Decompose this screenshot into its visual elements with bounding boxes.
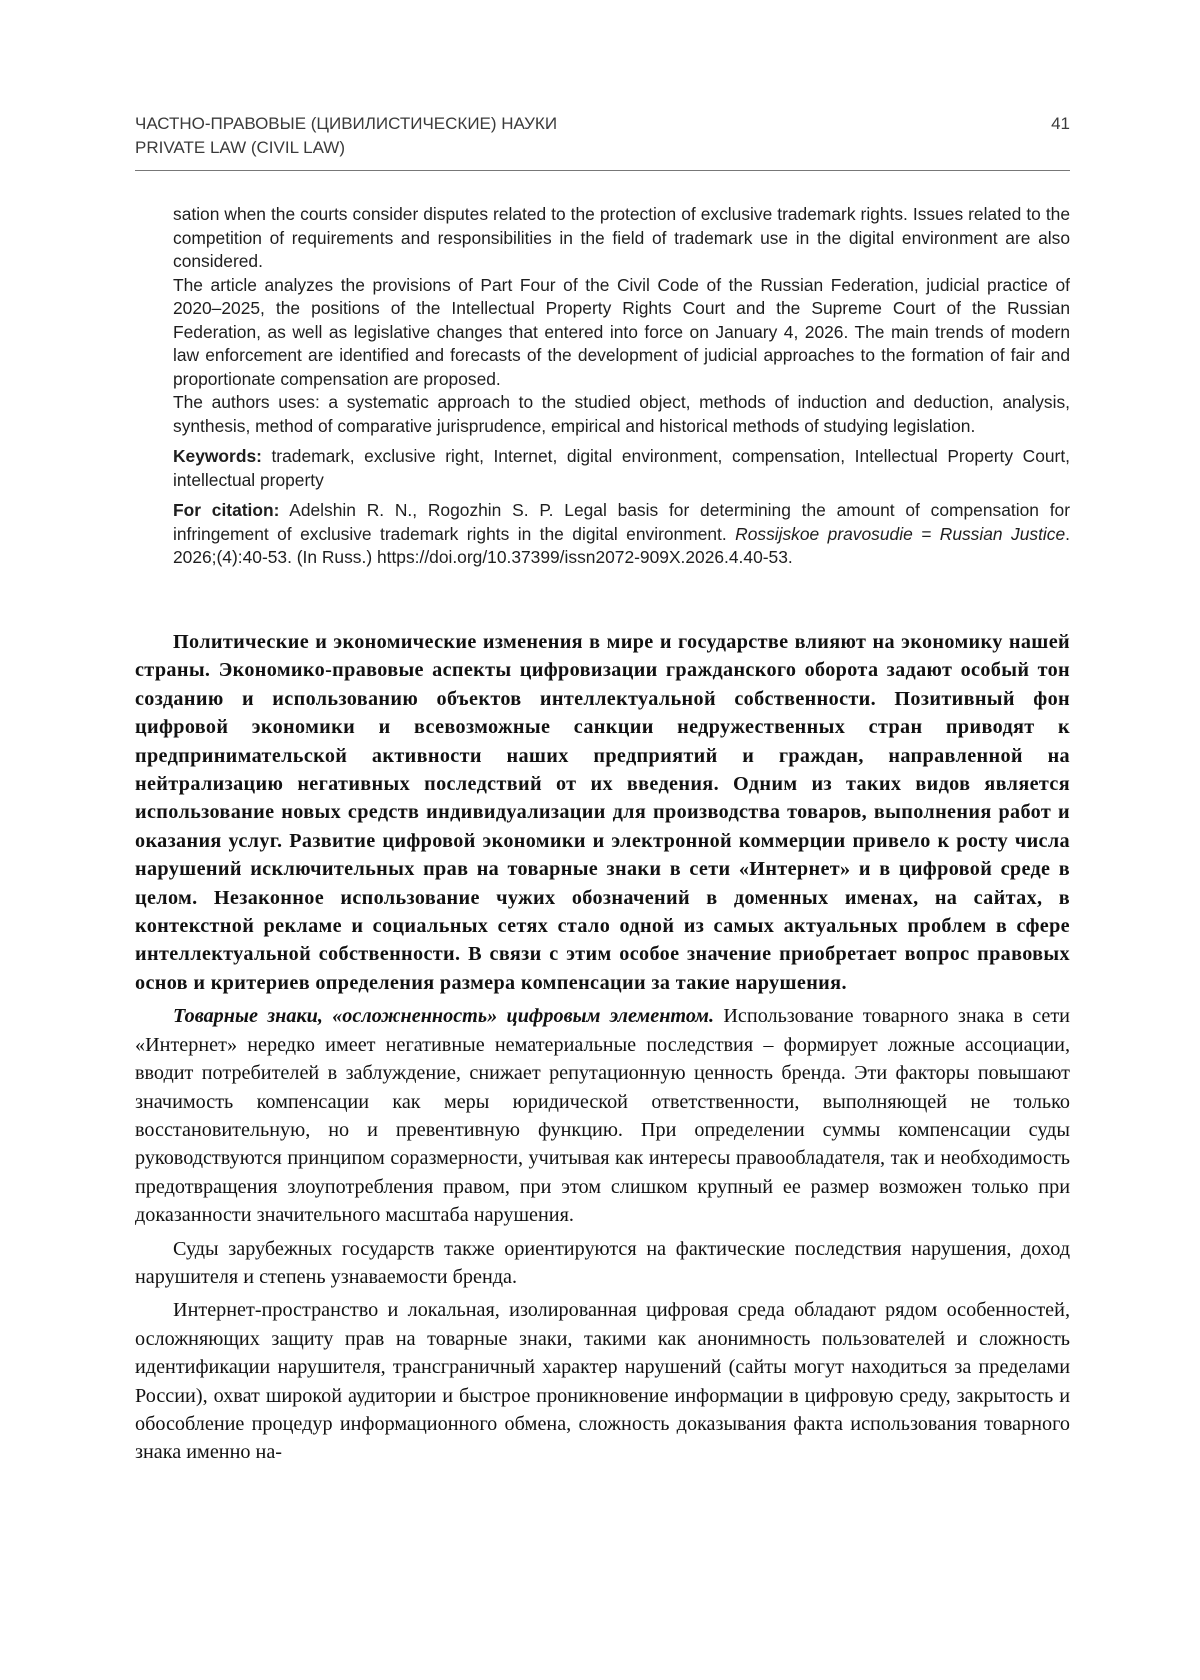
citation (173, 499, 1070, 570)
citation-text: Adelshin R. N., Rogozhin S. P. Legal basis for determining the amount of compensation for infringement of exclusive trademark rights in the digital environment. (173, 500, 1070, 544)
section-title-en: PRIVATE LAW (CIVIL LAW) (135, 138, 346, 157)
header-divider (135, 170, 1070, 171)
citation-label: For citation: (173, 500, 280, 520)
abstract-paragraph: The authors uses: a systematic approach to the studied object, methods of induction and deduction, analysis, synthesis, method of comparative jurisprudence, empirical and historical methods of studying legislation. (173, 392, 1070, 436)
abstract-block (173, 203, 1070, 570)
body-paragraph-text: Использование товарного знака в сети «Интернет» нередко имеет негативные нематериальные последствия – формирует ложные ассоциации, вводит потребителей в заблуждение, снижает репутационную ценность бренда. Эти факторы повышают значимость компенсации как меры юридической ответственности, выполняющей не только восстановительную, но и превентивную функцию. При определении суммы компенсации суды руководствуются принципом соразмерности, учитывая как интересы правообладателя, так и необходимость предотвращения злоупотребления правом, при этом слишком крупный ее размер возможен только при доказанности значительного масштаба нарушения. (135, 1005, 1070, 1227)
citation-journal: Rossijskoe pravosudie = Russian Justice (735, 523, 1066, 544)
keywords-text: trademark, exclusive right, Internet, digital environment, compensation, Intellectual Property Court, intellectual property (173, 446, 1070, 490)
article-body (135, 628, 1070, 1467)
body-paragraph: Интернет-пространство и локальная, изолированная цифровая среда обладают рядом особенностей, осложняющих защиту прав на товарные знаки, такими как анонимность пользователей и сложность идентификации нарушителя, трансграничный характер нарушений (сайты могут находиться за пределами России), охват широкой аудитории и быстрое проникновение информации в цифровую среду, закрытость и обособление процедур информационного обмена, сложность доказывания факта использования товарного знака именно на- (135, 1299, 1070, 1464)
page-number: 41 (1051, 114, 1070, 133)
abstract-paragraph: sation when the courts consider disputes related to the protection of exclusive trademark rights. Issues related to the competition of requirements and responsibilities in the field of trademark use in the digital environment are also considered. (173, 204, 1070, 271)
body-paragraph: Суды зарубежных государств также ориентируются на фактические последствия нарушения, доход нарушителя и степень узнаваемости бренда. (135, 1237, 1070, 1288)
keywords-label: Keywords: (173, 446, 262, 466)
section-title-ru: ЧАСТНО-ПРАВОВЫЕ (ЦИВИЛИСТИЧЕСКИЕ) НАУКИ (135, 114, 558, 133)
running-header (135, 112, 1070, 160)
abstract-paragraph: The article analyzes the provisions of Part Four of the Civil Code of the Russian Federation, judicial practice of 2020–2025, the positions of the Intellectual Property Rights Court and the Supreme Court of the Russian Federation, as well as legislative changes that entered into force on January 4, 2026. The main trends of modern law enforcement are identified and forecasts of the development of judicial approaches to the formation of fair and proportionate compensation are proposed. (173, 274, 1070, 389)
keywords (173, 445, 1070, 492)
citation-tail: . 2026;(4):40-53. (In Russ.) https://doi.org/10.37399/issn2072-909X.2026.4.40-53. (173, 523, 1070, 567)
body-paragraph (135, 1002, 1070, 1229)
lead-paragraph: Политические и экономические изменения в мире и государстве влияют на экономику нашей страны. Экономико-правовые аспекты цифровизации гражданского оборота задают особый тон созданию и использованию объектов интеллектуальной собственности. Позитивный фон цифровой экономики и всевозможные санкции недружественных стран приводят к предпринимательской активности наших предприятий и граждан, направленной на нейтрализацию негативных последствий от их введения. Одним из таких видов является использование новых средств индивидуализации для производства товаров, выполнения работ и оказания услуг. Развитие цифровой экономики и электронной коммерции привело к росту числа нарушений исключительных прав на товарные знаки в сети «Интернет» и в цифровой среде в целом. Незаконное использование чужих обозначений в доменных именах, на сайтах, в контекстной рекламе и социальных сетях стало одной из самых актуальных проблем в сфере интеллектуальной собственности. В связи с этим особое значение приобретает вопрос правовых основ и критериев определения размера компенсации за такие нарушения. (135, 631, 1070, 994)
section-heading: Товарные знаки, «осложненность» цифровым элементом. (173, 1005, 715, 1028)
